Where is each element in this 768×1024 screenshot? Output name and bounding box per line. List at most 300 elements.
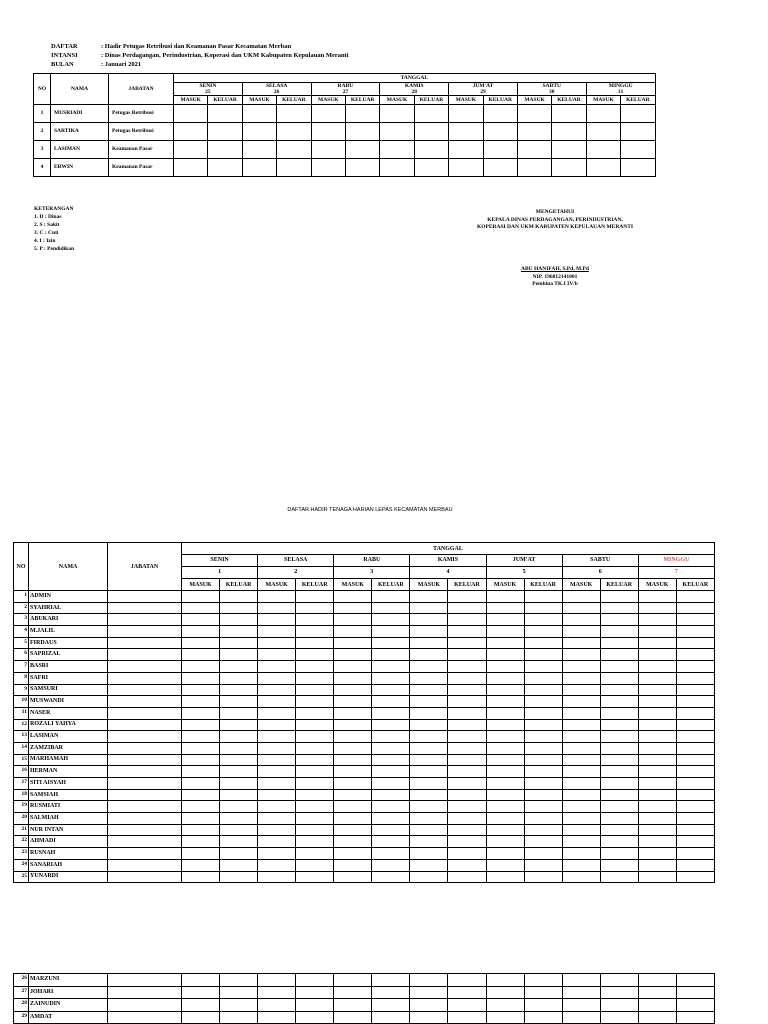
attendance-cell[interactable] [410, 591, 448, 603]
attendance-cell[interactable] [562, 789, 600, 801]
attendance-cell[interactable] [296, 848, 334, 860]
attendance-cell[interactable] [448, 836, 486, 848]
attendance-cell[interactable] [334, 848, 372, 860]
attendance-cell[interactable] [448, 813, 486, 825]
attendance-cell[interactable] [600, 707, 638, 719]
attendance-cell[interactable] [621, 141, 656, 159]
attendance-cell[interactable] [448, 778, 486, 790]
attendance-cell[interactable] [448, 848, 486, 860]
attendance-cell[interactable] [600, 871, 638, 883]
attendance-cell[interactable] [258, 591, 296, 603]
attendance-cell[interactable] [410, 813, 448, 825]
attendance-cell[interactable] [182, 661, 220, 673]
attendance-cell[interactable] [524, 742, 562, 754]
attendance-cell[interactable] [258, 801, 296, 813]
attendance-cell[interactable] [524, 614, 562, 626]
attendance-cell[interactable] [638, 801, 676, 813]
attendance-cell[interactable] [638, 672, 676, 684]
attendance-cell[interactable] [562, 871, 600, 883]
attendance-cell[interactable] [676, 591, 714, 603]
attendance-cell[interactable] [258, 813, 296, 825]
attendance-cell[interactable] [486, 824, 524, 836]
attendance-cell[interactable] [448, 999, 486, 1012]
attendance-cell[interactable] [372, 1011, 410, 1024]
attendance-cell[interactable] [486, 614, 524, 626]
attendance-cell[interactable] [486, 684, 524, 696]
attendance-cell[interactable] [410, 848, 448, 860]
attendance-cell[interactable] [600, 637, 638, 649]
attendance-cell[interactable] [562, 999, 600, 1012]
attendance-cell[interactable] [448, 719, 486, 731]
attendance-cell[interactable] [486, 661, 524, 673]
attendance-cell[interactable] [638, 707, 676, 719]
attendance-cell[interactable] [182, 813, 220, 825]
attendance-cell[interactable] [334, 754, 372, 766]
attendance-cell[interactable] [676, 661, 714, 673]
attendance-cell[interactable] [486, 986, 524, 999]
attendance-cell[interactable] [562, 813, 600, 825]
attendance-cell[interactable] [258, 696, 296, 708]
attendance-cell[interactable] [486, 602, 524, 614]
attendance-cell[interactable] [410, 626, 448, 638]
attendance-cell[interactable] [638, 637, 676, 649]
attendance-cell[interactable] [410, 1011, 448, 1024]
attendance-cell[interactable] [448, 696, 486, 708]
attendance-cell[interactable] [638, 719, 676, 731]
attendance-cell[interactable] [524, 661, 562, 673]
attendance-cell[interactable] [372, 707, 410, 719]
attendance-cell[interactable] [562, 637, 600, 649]
attendance-cell[interactable] [182, 649, 220, 661]
attendance-cell[interactable] [345, 105, 379, 123]
attendance-cell[interactable] [182, 778, 220, 790]
attendance-cell[interactable] [552, 141, 586, 159]
attendance-cell[interactable] [372, 637, 410, 649]
attendance-cell[interactable] [296, 707, 334, 719]
attendance-cell[interactable] [311, 159, 345, 177]
attendance-cell[interactable] [410, 999, 448, 1012]
attendance-cell[interactable] [638, 836, 676, 848]
attendance-cell[interactable] [486, 649, 524, 661]
attendance-cell[interactable] [600, 1011, 638, 1024]
attendance-cell[interactable] [296, 871, 334, 883]
attendance-cell[interactable] [182, 696, 220, 708]
attendance-cell[interactable] [562, 1011, 600, 1024]
attendance-cell[interactable] [486, 754, 524, 766]
attendance-cell[interactable] [638, 824, 676, 836]
attendance-cell[interactable] [676, 602, 714, 614]
attendance-cell[interactable] [448, 672, 486, 684]
attendance-cell[interactable] [372, 602, 410, 614]
attendance-cell[interactable] [600, 742, 638, 754]
attendance-cell[interactable] [380, 123, 414, 141]
attendance-cell[interactable] [296, 591, 334, 603]
attendance-cell[interactable] [676, 789, 714, 801]
attendance-cell[interactable] [448, 684, 486, 696]
attendance-cell[interactable] [258, 614, 296, 626]
attendance-cell[interactable] [676, 1011, 714, 1024]
attendance-cell[interactable] [334, 661, 372, 673]
attendance-cell[interactable] [486, 1011, 524, 1024]
attendance-cell[interactable] [410, 614, 448, 626]
attendance-cell[interactable] [258, 974, 296, 987]
attendance-cell[interactable] [676, 754, 714, 766]
attendance-cell[interactable] [414, 141, 448, 159]
attendance-cell[interactable] [174, 123, 208, 141]
attendance-cell[interactable] [448, 602, 486, 614]
attendance-cell[interactable] [562, 848, 600, 860]
attendance-cell[interactable] [334, 696, 372, 708]
attendance-cell[interactable] [345, 141, 379, 159]
attendance-cell[interactable] [448, 614, 486, 626]
attendance-cell[interactable] [220, 649, 258, 661]
attendance-cell[interactable] [182, 801, 220, 813]
attendance-cell[interactable] [621, 123, 656, 141]
attendance-cell[interactable] [600, 789, 638, 801]
attendance-cell[interactable] [258, 637, 296, 649]
attendance-cell[interactable] [486, 719, 524, 731]
attendance-cell[interactable] [676, 824, 714, 836]
attendance-cell[interactable] [676, 801, 714, 813]
attendance-cell[interactable] [562, 591, 600, 603]
attendance-cell[interactable] [182, 637, 220, 649]
attendance-cell[interactable] [638, 789, 676, 801]
attendance-cell[interactable] [562, 719, 600, 731]
attendance-cell[interactable] [562, 824, 600, 836]
attendance-cell[interactable] [600, 848, 638, 860]
attendance-cell[interactable] [676, 974, 714, 987]
attendance-cell[interactable] [448, 1011, 486, 1024]
attendance-cell[interactable] [676, 813, 714, 825]
attendance-cell[interactable] [410, 684, 448, 696]
attendance-cell[interactable] [600, 813, 638, 825]
attendance-cell[interactable] [486, 626, 524, 638]
attendance-cell[interactable] [410, 974, 448, 987]
attendance-cell[interactable] [483, 105, 517, 123]
attendance-cell[interactable] [486, 789, 524, 801]
attendance-cell[interactable] [182, 1011, 220, 1024]
attendance-cell[interactable] [182, 986, 220, 999]
attendance-cell[interactable] [182, 707, 220, 719]
attendance-cell[interactable] [296, 1011, 334, 1024]
attendance-cell[interactable] [220, 614, 258, 626]
attendance-cell[interactable] [524, 719, 562, 731]
attendance-cell[interactable] [372, 754, 410, 766]
attendance-cell[interactable] [410, 696, 448, 708]
attendance-cell[interactable] [486, 859, 524, 871]
attendance-cell[interactable] [676, 637, 714, 649]
attendance-cell[interactable] [182, 602, 220, 614]
attendance-cell[interactable] [600, 614, 638, 626]
attendance-cell[interactable] [258, 824, 296, 836]
attendance-cell[interactable] [334, 742, 372, 754]
attendance-cell[interactable] [486, 813, 524, 825]
attendance-cell[interactable] [676, 731, 714, 743]
attendance-cell[interactable] [380, 105, 414, 123]
attendance-cell[interactable] [182, 836, 220, 848]
attendance-cell[interactable] [676, 848, 714, 860]
attendance-cell[interactable] [242, 159, 276, 177]
attendance-cell[interactable] [220, 672, 258, 684]
attendance-cell[interactable] [600, 684, 638, 696]
attendance-cell[interactable] [296, 778, 334, 790]
attendance-cell[interactable] [486, 591, 524, 603]
attendance-cell[interactable] [449, 141, 483, 159]
attendance-cell[interactable] [621, 105, 656, 123]
attendance-cell[interactable] [414, 159, 448, 177]
attendance-cell[interactable] [600, 591, 638, 603]
attendance-cell[interactable] [486, 731, 524, 743]
attendance-cell[interactable] [600, 836, 638, 848]
attendance-cell[interactable] [448, 859, 486, 871]
attendance-cell[interactable] [524, 999, 562, 1012]
attendance-cell[interactable] [372, 719, 410, 731]
attendance-cell[interactable] [372, 999, 410, 1012]
attendance-cell[interactable] [372, 742, 410, 754]
attendance-cell[interactable] [334, 649, 372, 661]
attendance-cell[interactable] [296, 719, 334, 731]
attendance-cell[interactable] [220, 871, 258, 883]
attendance-cell[interactable] [600, 778, 638, 790]
attendance-cell[interactable] [220, 859, 258, 871]
attendance-cell[interactable] [258, 649, 296, 661]
attendance-cell[interactable] [524, 871, 562, 883]
attendance-cell[interactable] [372, 778, 410, 790]
attendance-cell[interactable] [277, 159, 311, 177]
attendance-cell[interactable] [174, 159, 208, 177]
attendance-cell[interactable] [676, 742, 714, 754]
attendance-cell[interactable] [410, 661, 448, 673]
attendance-cell[interactable] [258, 778, 296, 790]
attendance-cell[interactable] [334, 672, 372, 684]
attendance-cell[interactable] [372, 684, 410, 696]
attendance-cell[interactable] [296, 801, 334, 813]
attendance-cell[interactable] [448, 707, 486, 719]
attendance-cell[interactable] [586, 105, 620, 123]
attendance-cell[interactable] [296, 813, 334, 825]
attendance-cell[interactable] [448, 742, 486, 754]
attendance-cell[interactable] [410, 801, 448, 813]
attendance-cell[interactable] [220, 707, 258, 719]
attendance-cell[interactable] [380, 141, 414, 159]
attendance-cell[interactable] [410, 778, 448, 790]
attendance-cell[interactable] [486, 801, 524, 813]
attendance-cell[interactable] [449, 159, 483, 177]
attendance-cell[interactable] [182, 731, 220, 743]
attendance-cell[interactable] [182, 626, 220, 638]
attendance-cell[interactable] [296, 649, 334, 661]
attendance-cell[interactable] [220, 661, 258, 673]
attendance-cell[interactable] [600, 999, 638, 1012]
attendance-cell[interactable] [448, 824, 486, 836]
attendance-cell[interactable] [182, 871, 220, 883]
attendance-cell[interactable] [486, 999, 524, 1012]
attendance-cell[interactable] [562, 742, 600, 754]
attendance-cell[interactable] [638, 649, 676, 661]
attendance-cell[interactable] [208, 123, 242, 141]
attendance-cell[interactable] [296, 614, 334, 626]
attendance-cell[interactable] [517, 141, 551, 159]
attendance-cell[interactable] [410, 754, 448, 766]
attendance-cell[interactable] [410, 649, 448, 661]
attendance-cell[interactable] [182, 742, 220, 754]
attendance-cell[interactable] [277, 141, 311, 159]
attendance-cell[interactable] [524, 637, 562, 649]
attendance-cell[interactable] [296, 602, 334, 614]
attendance-cell[interactable] [524, 626, 562, 638]
attendance-cell[interactable] [562, 859, 600, 871]
attendance-cell[interactable] [448, 626, 486, 638]
attendance-cell[interactable] [258, 707, 296, 719]
attendance-cell[interactable] [334, 859, 372, 871]
attendance-cell[interactable] [182, 999, 220, 1012]
attendance-cell[interactable] [562, 661, 600, 673]
attendance-cell[interactable] [600, 766, 638, 778]
attendance-cell[interactable] [296, 637, 334, 649]
attendance-cell[interactable] [258, 626, 296, 638]
attendance-cell[interactable] [345, 123, 379, 141]
attendance-cell[interactable] [524, 848, 562, 860]
attendance-cell[interactable] [296, 684, 334, 696]
attendance-cell[interactable] [524, 602, 562, 614]
attendance-cell[interactable] [296, 836, 334, 848]
attendance-cell[interactable] [220, 1011, 258, 1024]
attendance-cell[interactable] [334, 766, 372, 778]
attendance-cell[interactable] [676, 859, 714, 871]
attendance-cell[interactable] [296, 789, 334, 801]
attendance-cell[interactable] [600, 986, 638, 999]
attendance-cell[interactable] [345, 159, 379, 177]
attendance-cell[interactable] [334, 731, 372, 743]
attendance-cell[interactable] [296, 859, 334, 871]
attendance-cell[interactable] [524, 766, 562, 778]
attendance-cell[interactable] [517, 123, 551, 141]
attendance-cell[interactable] [372, 986, 410, 999]
attendance-cell[interactable] [334, 719, 372, 731]
attendance-cell[interactable] [638, 999, 676, 1012]
attendance-cell[interactable] [486, 672, 524, 684]
attendance-cell[interactable] [380, 159, 414, 177]
attendance-cell[interactable] [486, 707, 524, 719]
attendance-cell[interactable] [486, 696, 524, 708]
attendance-cell[interactable] [258, 766, 296, 778]
attendance-cell[interactable] [638, 859, 676, 871]
attendance-cell[interactable] [638, 696, 676, 708]
attendance-cell[interactable] [638, 602, 676, 614]
attendance-cell[interactable] [448, 766, 486, 778]
attendance-cell[interactable] [220, 801, 258, 813]
attendance-cell[interactable] [208, 105, 242, 123]
attendance-cell[interactable] [258, 871, 296, 883]
attendance-cell[interactable] [220, 754, 258, 766]
attendance-cell[interactable] [524, 672, 562, 684]
attendance-cell[interactable] [258, 602, 296, 614]
attendance-cell[interactable] [410, 871, 448, 883]
attendance-cell[interactable] [524, 813, 562, 825]
attendance-cell[interactable] [296, 731, 334, 743]
attendance-cell[interactable] [524, 684, 562, 696]
attendance-cell[interactable] [258, 661, 296, 673]
attendance-cell[interactable] [524, 1011, 562, 1024]
attendance-cell[interactable] [448, 974, 486, 987]
attendance-cell[interactable] [638, 974, 676, 987]
attendance-cell[interactable] [334, 871, 372, 883]
attendance-cell[interactable] [334, 813, 372, 825]
attendance-cell[interactable] [372, 813, 410, 825]
attendance-cell[interactable] [414, 123, 448, 141]
attendance-cell[interactable] [524, 974, 562, 987]
attendance-cell[interactable] [277, 105, 311, 123]
attendance-cell[interactable] [410, 986, 448, 999]
attendance-cell[interactable] [334, 1011, 372, 1024]
attendance-cell[interactable] [220, 696, 258, 708]
attendance-cell[interactable] [311, 141, 345, 159]
attendance-cell[interactable] [676, 649, 714, 661]
attendance-cell[interactable] [638, 614, 676, 626]
attendance-cell[interactable] [182, 848, 220, 860]
attendance-cell[interactable] [372, 848, 410, 860]
attendance-cell[interactable] [311, 123, 345, 141]
attendance-cell[interactable] [372, 614, 410, 626]
attendance-cell[interactable] [638, 813, 676, 825]
attendance-cell[interactable] [676, 986, 714, 999]
attendance-cell[interactable] [220, 602, 258, 614]
attendance-cell[interactable] [524, 707, 562, 719]
attendance-cell[interactable] [220, 789, 258, 801]
attendance-cell[interactable] [334, 614, 372, 626]
attendance-cell[interactable] [220, 848, 258, 860]
attendance-cell[interactable] [334, 801, 372, 813]
attendance-cell[interactable] [220, 637, 258, 649]
attendance-cell[interactable] [258, 986, 296, 999]
attendance-cell[interactable] [258, 742, 296, 754]
attendance-cell[interactable] [638, 766, 676, 778]
attendance-cell[interactable] [410, 789, 448, 801]
attendance-cell[interactable] [638, 778, 676, 790]
attendance-cell[interactable] [562, 836, 600, 848]
attendance-cell[interactable] [486, 848, 524, 860]
attendance-cell[interactable] [676, 778, 714, 790]
attendance-cell[interactable] [586, 141, 620, 159]
attendance-cell[interactable] [638, 742, 676, 754]
attendance-cell[interactable] [208, 159, 242, 177]
attendance-cell[interactable] [676, 614, 714, 626]
attendance-cell[interactable] [600, 672, 638, 684]
attendance-cell[interactable] [448, 801, 486, 813]
attendance-cell[interactable] [448, 661, 486, 673]
attendance-cell[interactable] [296, 696, 334, 708]
attendance-cell[interactable] [258, 731, 296, 743]
attendance-cell[interactable] [372, 649, 410, 661]
attendance-cell[interactable] [277, 123, 311, 141]
attendance-cell[interactable] [676, 626, 714, 638]
attendance-cell[interactable] [258, 789, 296, 801]
attendance-cell[interactable] [334, 626, 372, 638]
attendance-cell[interactable] [600, 824, 638, 836]
attendance-cell[interactable] [562, 754, 600, 766]
attendance-cell[interactable] [483, 123, 517, 141]
attendance-cell[interactable] [638, 754, 676, 766]
attendance-cell[interactable] [524, 986, 562, 999]
attendance-cell[interactable] [448, 591, 486, 603]
attendance-cell[interactable] [334, 707, 372, 719]
attendance-cell[interactable] [410, 707, 448, 719]
attendance-cell[interactable] [220, 999, 258, 1012]
attendance-cell[interactable] [676, 707, 714, 719]
attendance-cell[interactable] [448, 649, 486, 661]
attendance-cell[interactable] [334, 824, 372, 836]
attendance-cell[interactable] [600, 719, 638, 731]
